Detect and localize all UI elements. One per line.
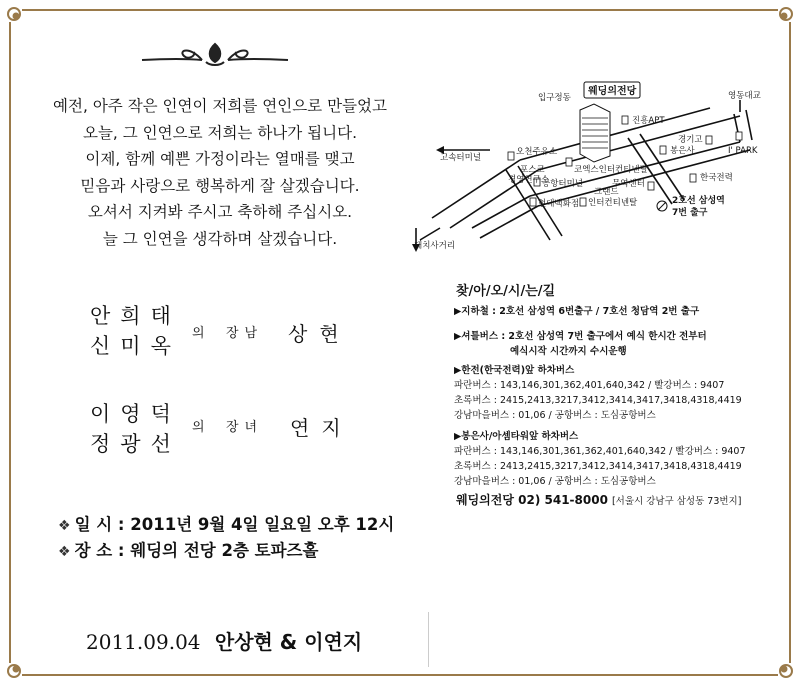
directions-subway: ▶지하철 : 2호선 삼성역 6번출구 / 7호선 청담역 2번 출구 xyxy=(454,306,700,317)
directions-title: 찾/아/오/시/는/길 xyxy=(456,284,556,299)
kepco-green: 초록버스 : 2415,2413,3217,3412,3414,3417,3418,4318,4419 xyxy=(454,395,742,406)
kepco-header: ▶한전(한국전력)앞 하차버스 xyxy=(454,365,575,376)
place-label: 장 소 : xyxy=(74,541,125,560)
event-date xyxy=(58,511,394,535)
fold-line xyxy=(428,612,429,667)
bongeun-village: 강남마을버스 : 01,06 / 공항버스 : 도심공항버스 xyxy=(454,476,656,487)
date-value: 2011년 9월 4일 일요일 오후 12시 xyxy=(130,515,395,534)
map-label-hyundai: 현대백화점 xyxy=(538,199,580,209)
map-label-station1: 2호선 삼성역 xyxy=(672,196,725,206)
map-label-coex: 코엑스인터컨티넨탈 xyxy=(574,165,648,175)
bongeun-blue: 파란버스 : 143,146,301,361,362,401,640,342 / 빨강버스 : 9407 xyxy=(454,446,746,457)
directions-shuttle xyxy=(454,329,707,359)
groom-relation: 장남 xyxy=(226,326,264,341)
map-label-ocheon: 오천주유소 xyxy=(516,147,558,157)
invitation-message xyxy=(40,93,400,252)
map-label-jinheung: 진흥APT xyxy=(632,116,665,126)
shuttle-line: 예식시작 시간까지 수시운행 xyxy=(510,346,627,357)
date-label: 일 시 : xyxy=(74,515,125,534)
venue-address: [서울시 강남구 삼성동 73번지] xyxy=(611,496,742,507)
map-label-express: 고속터미널 xyxy=(440,153,482,163)
groom-name: 상현 xyxy=(288,322,351,346)
kepco-blue: 파란버스 : 143,146,301,362,401,640,342 / 빨강버스 : 9407 xyxy=(454,380,725,391)
location-map xyxy=(410,78,770,253)
message-line: 늘 그 인연을 생각하며 살겠습니다. xyxy=(102,229,338,248)
bride-mother-name: 정광선 xyxy=(90,432,181,456)
venue-phone: 웨딩의전당 02) 541-8000 xyxy=(456,493,608,507)
message-line: 오늘, 그 인연으로 저희는 하나가 됩니다. xyxy=(82,123,358,142)
directions-bongeun xyxy=(454,429,746,489)
map-label-station2: 7번 출구 xyxy=(672,208,708,218)
shuttle-line: ▶셔틀버스 : 2호선 삼성역 7번 출구에서 예식 한시간 전부터 xyxy=(454,331,707,342)
bride-name: 연지 xyxy=(290,416,353,440)
map-label-kyeonggi: 경기고 xyxy=(678,135,703,145)
map-label-bongeunsa: 봉은사 xyxy=(670,146,695,156)
groom-relation-prefix: 의 xyxy=(192,326,211,341)
map-label-yeongdong: 영동대교 xyxy=(728,91,761,101)
map-venue-label: 웨딩의전당 xyxy=(588,86,637,97)
map-label-grand2: 인터컨티넨탈 xyxy=(588,198,638,208)
bride-relation: 장녀 xyxy=(226,420,264,435)
ornament-icon xyxy=(140,40,290,68)
message-line: 이제, 함께 예쁜 가정이라는 열매를 맺고 xyxy=(85,150,355,168)
footer-couple: 안상현 & 이연지 xyxy=(214,630,363,654)
message-line: 예전, 아주 작은 인연이 저희를 연인으로 만들었고 xyxy=(53,97,387,115)
venue-contact xyxy=(456,491,741,508)
map-label-research: 경영연구소 xyxy=(508,175,550,185)
diamond-bullet-icon: ❖ xyxy=(58,544,71,560)
footer-date: 2011.09.04 xyxy=(86,630,201,654)
map-label-grand1: 그랜드 xyxy=(594,187,619,197)
bongeun-header: ▶봉은사/아셈타워앞 하차버스 xyxy=(454,431,579,442)
message-line: 믿음과 사랑으로 행복하게 잘 살겠습니다. xyxy=(80,176,360,195)
map-label-airport: 공항터미널 xyxy=(542,179,584,189)
map-label-kepco: 한국전력 xyxy=(700,173,733,183)
map-label-trade: 무역센터 xyxy=(612,179,645,189)
diamond-bullet-icon: ❖ xyxy=(58,518,71,534)
message-line: 오셔서 지켜봐 주시고 축하해 주십시오. xyxy=(87,203,353,221)
map-label-entrance: 입구정동 xyxy=(538,93,571,103)
kepco-village: 강남마을버스 : 01,06 / 공항버스 : 도심공항버스 xyxy=(454,410,656,421)
map-label-posco: 포스코 xyxy=(520,165,545,175)
groom-father-name: 안희태 xyxy=(90,304,181,328)
bride-relation-prefix: 의 xyxy=(192,420,211,435)
map-label-ipark: I' PARK xyxy=(728,146,758,156)
groom-mother-name: 신미옥 xyxy=(90,334,181,358)
event-place xyxy=(58,537,318,561)
bongeun-green: 초록버스 : 2413,2415,3217,3412,3414,3417,3418,4318,4419 xyxy=(454,461,742,472)
map-label-daechi: 대치사거리 xyxy=(414,241,456,251)
bride-father-name: 이영덕 xyxy=(90,402,181,426)
directions-kepco xyxy=(454,363,742,423)
footer-signature xyxy=(86,626,362,655)
place-value: 웨딩의 전당 2층 토파즈홀 xyxy=(130,541,319,560)
